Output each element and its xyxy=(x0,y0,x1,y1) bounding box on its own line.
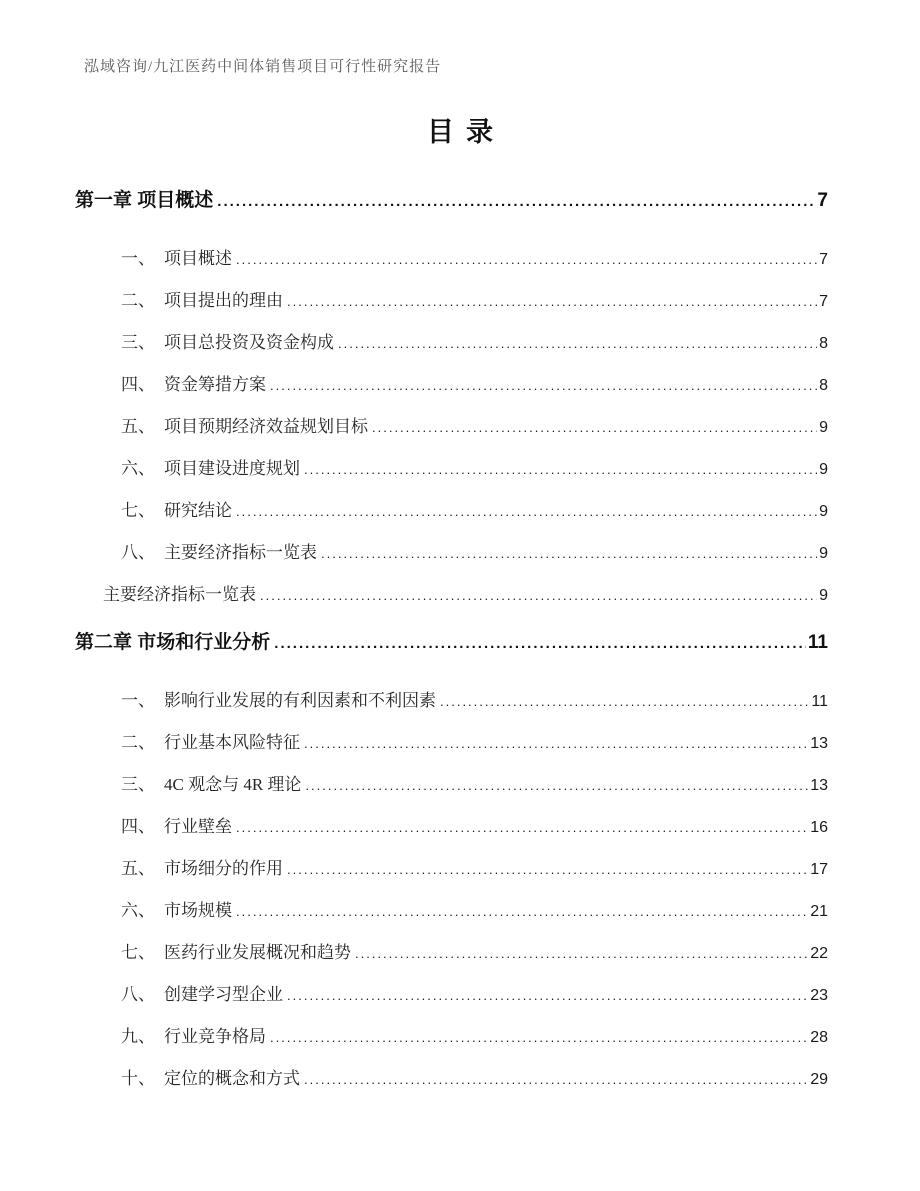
dot-leader xyxy=(236,248,817,272)
dot-leader xyxy=(338,332,817,356)
toc-chapter xyxy=(75,628,828,1092)
item-number-prefix: 六、 xyxy=(121,459,155,478)
item-title: 4C 观念与 4R 理论 xyxy=(164,775,302,794)
item-title: 影响行业发展的有利因素和不利因素 xyxy=(164,691,436,710)
toc-item-row[interactable] xyxy=(75,983,828,1008)
item-number-prefix: 十、 xyxy=(121,1069,155,1088)
chapter-page-number: 7 xyxy=(817,190,828,211)
table-of-contents xyxy=(75,186,828,1109)
item-page-number: 13 xyxy=(810,735,828,752)
item-title: 主要经济指标一览表 xyxy=(103,585,256,604)
item-page-number: 7 xyxy=(819,293,828,310)
item-number-prefix: 三、 xyxy=(121,775,155,794)
item-number-prefix: 九、 xyxy=(121,1027,155,1046)
toc-item-row[interactable] xyxy=(75,331,828,356)
toc-item-row[interactable] xyxy=(75,499,828,524)
item-number-prefix: 一、 xyxy=(121,691,155,710)
toc-chapter-row[interactable] xyxy=(75,186,828,217)
item-page-number: 9 xyxy=(819,461,828,478)
toc-item-row[interactable] xyxy=(75,941,828,966)
toc-item-row[interactable] xyxy=(75,731,828,756)
item-title: 资金筹措方案 xyxy=(164,375,266,394)
item-title: 项目预期经济效益规划目标 xyxy=(164,417,368,436)
item-number-prefix: 二、 xyxy=(121,733,155,752)
item-title: 行业竞争格局 xyxy=(164,1027,266,1046)
toc-item-row[interactable] xyxy=(75,815,828,840)
toc-item-row[interactable] xyxy=(75,1025,828,1050)
item-page-number: 8 xyxy=(819,377,828,394)
dot-leader xyxy=(355,942,808,966)
item-page-number: 29 xyxy=(810,1071,828,1088)
item-number-prefix: 五、 xyxy=(121,417,155,436)
item-number-prefix: 四、 xyxy=(121,817,155,836)
dot-leader xyxy=(217,187,815,217)
item-page-number: 11 xyxy=(811,693,828,710)
dot-leader xyxy=(236,816,808,840)
item-title: 市场规模 xyxy=(164,901,232,920)
item-number-prefix: 六、 xyxy=(121,901,155,920)
toc-item-row[interactable] xyxy=(75,289,828,314)
toc-item-row[interactable] xyxy=(75,583,828,608)
document-header-text: 泓域咨询/九江医药中间体销售项目可行性研究报告 xyxy=(84,59,442,75)
dot-leader xyxy=(304,1068,808,1092)
toc-chapter xyxy=(75,186,828,608)
toc-item-row[interactable] xyxy=(75,1067,828,1092)
dot-leader xyxy=(440,690,809,714)
item-number-prefix: 七、 xyxy=(121,501,155,520)
item-page-number: 7 xyxy=(819,251,828,268)
item-number-prefix: 七、 xyxy=(121,943,155,962)
toc-item-row[interactable] xyxy=(75,373,828,398)
item-title: 定位的概念和方式 xyxy=(164,1069,300,1088)
dot-leader xyxy=(270,1026,808,1050)
item-title: 行业基本风险特征 xyxy=(164,733,300,752)
dot-leader xyxy=(305,774,808,798)
toc-item-row[interactable] xyxy=(75,247,828,272)
dot-leader xyxy=(287,858,808,882)
dot-leader xyxy=(287,290,817,314)
dot-leader xyxy=(287,984,808,1008)
item-number-prefix: 三、 xyxy=(121,333,155,352)
item-title: 项目概述 xyxy=(164,249,232,268)
toc-title: 目录 xyxy=(427,117,505,147)
dot-leader xyxy=(270,374,817,398)
item-number-prefix: 二、 xyxy=(121,291,155,310)
item-title: 项目建设进度规划 xyxy=(164,459,300,478)
item-number-prefix: 五、 xyxy=(121,859,155,878)
item-page-number: 9 xyxy=(819,419,828,436)
item-title: 医药行业发展概况和趋势 xyxy=(164,943,351,962)
dot-leader xyxy=(260,584,817,608)
item-title: 项目总投资及资金构成 xyxy=(164,333,334,352)
item-page-number: 16 xyxy=(810,819,828,836)
toc-item-row[interactable] xyxy=(75,415,828,440)
item-title: 创建学习型企业 xyxy=(164,985,283,1004)
toc-chapter-row[interactable] xyxy=(75,628,828,659)
item-title: 行业壁垒 xyxy=(164,817,232,836)
dot-leader xyxy=(372,416,817,440)
item-title: 项目提出的理由 xyxy=(164,291,283,310)
dot-leader xyxy=(236,900,808,924)
item-page-number: 21 xyxy=(810,903,828,920)
toc-item-row[interactable] xyxy=(75,457,828,482)
toc-item-row[interactable] xyxy=(75,899,828,924)
dot-leader xyxy=(304,458,817,482)
item-number-prefix: 八、 xyxy=(121,543,155,562)
item-page-number: 28 xyxy=(810,1029,828,1046)
dot-leader xyxy=(236,500,817,524)
dot-leader xyxy=(304,732,808,756)
item-page-number: 9 xyxy=(819,503,828,520)
toc-item-row[interactable] xyxy=(75,773,828,798)
dot-leader xyxy=(274,629,806,659)
toc-item-row[interactable] xyxy=(75,541,828,566)
chapter-page-number: 11 xyxy=(807,632,828,653)
item-page-number: 22 xyxy=(810,945,828,962)
item-page-number: 8 xyxy=(819,335,828,352)
chapter-items xyxy=(75,247,828,608)
chapter-label: 第一章 项目概述 xyxy=(75,190,214,211)
item-title: 市场细分的作用 xyxy=(164,859,283,878)
item-page-number: 13 xyxy=(810,777,828,794)
item-number-prefix: 八、 xyxy=(121,985,155,1004)
item-title: 研究结论 xyxy=(164,501,232,520)
item-number-prefix: 一、 xyxy=(121,249,155,268)
item-title: 主要经济指标一览表 xyxy=(164,543,317,562)
toc-item-row[interactable] xyxy=(75,857,828,882)
item-page-number: 9 xyxy=(819,545,828,562)
item-page-number: 9 xyxy=(819,587,828,604)
toc-item-row[interactable] xyxy=(75,689,828,714)
chapter-label: 第二章 市场和行业分析 xyxy=(75,632,271,653)
item-page-number: 17 xyxy=(810,861,828,878)
chapter-items xyxy=(75,689,828,1092)
dot-leader xyxy=(321,542,817,566)
item-page-number: 23 xyxy=(810,987,828,1004)
item-number-prefix: 四、 xyxy=(121,375,155,394)
